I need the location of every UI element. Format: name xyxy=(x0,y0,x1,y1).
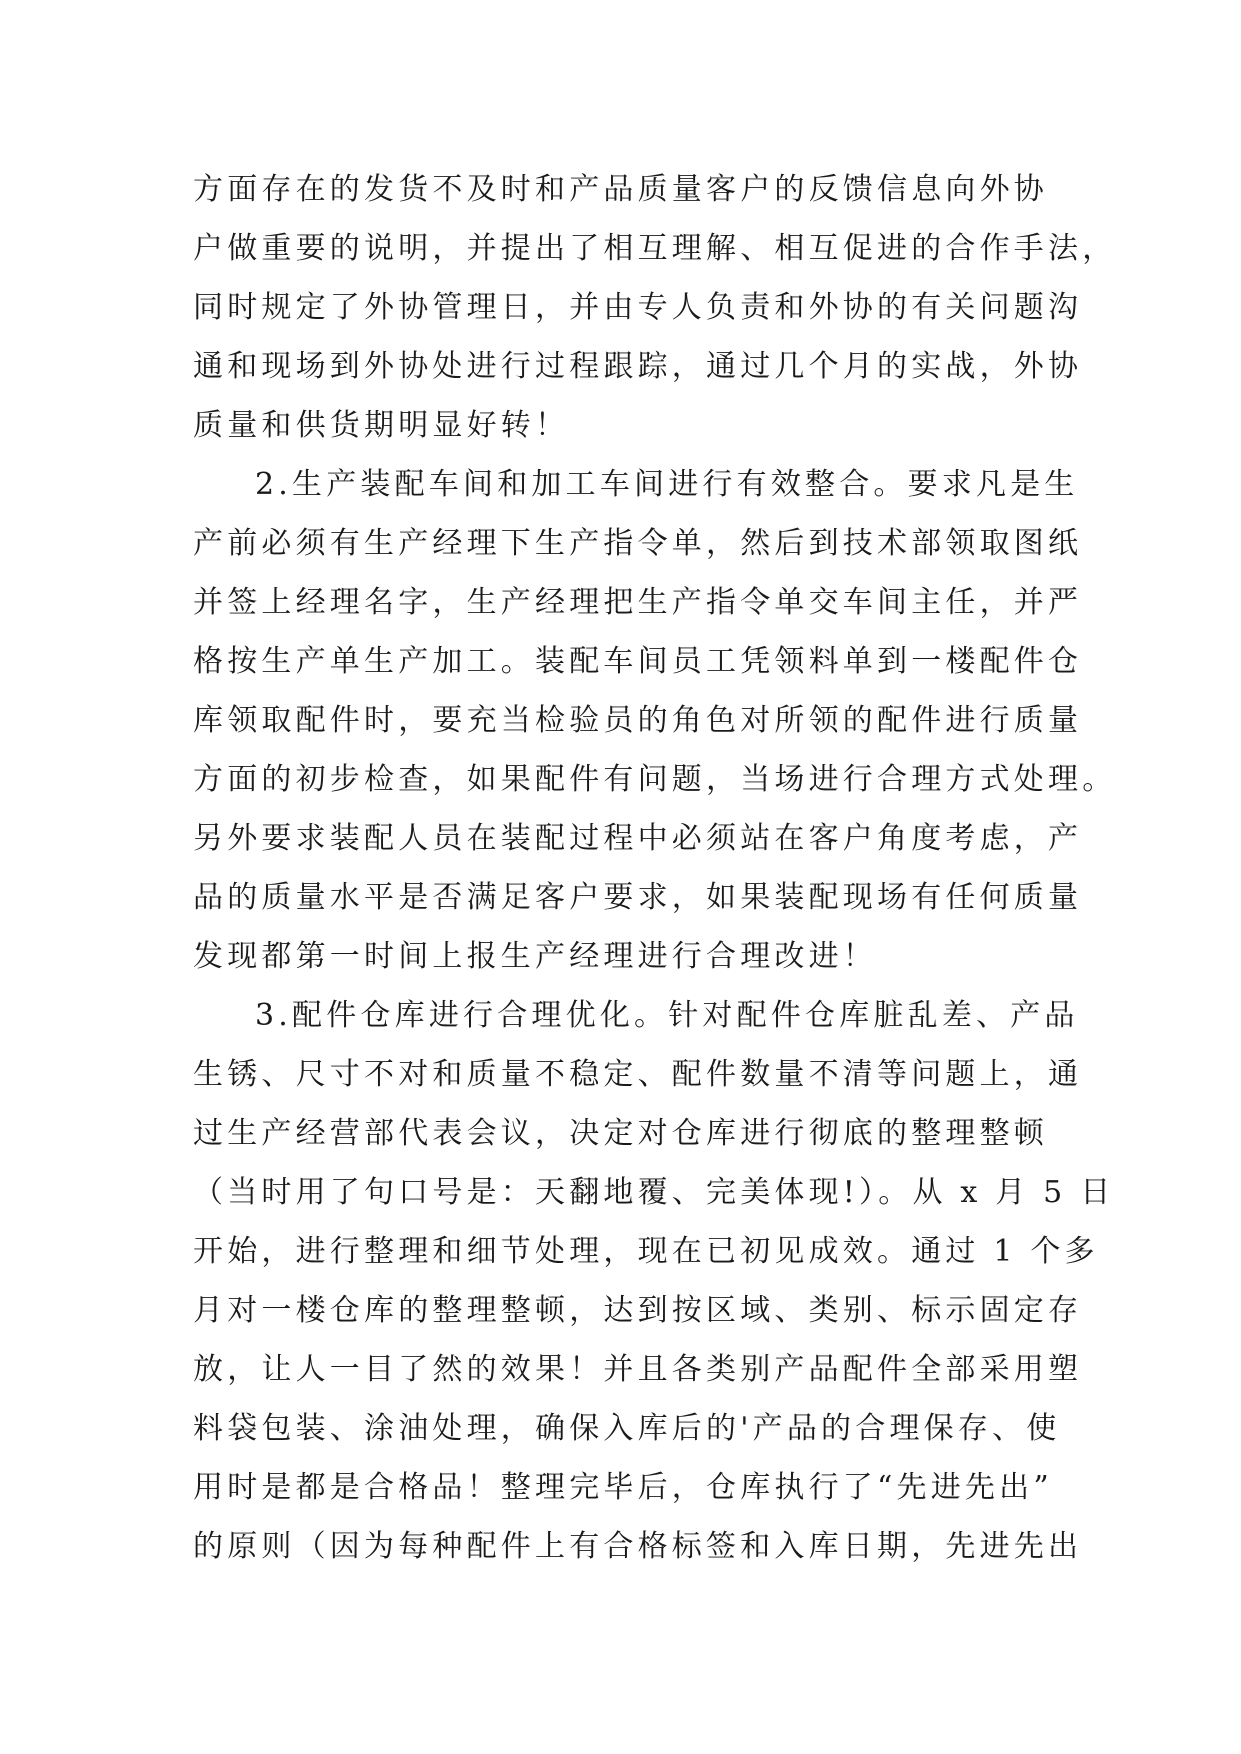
text-line: 过生产经营部代表会议，决定对仓库进行彻底的整理整顿 xyxy=(193,1116,1048,1151)
text-line: 同时规定了外协管理日，并由专人负责和外协的有关问题沟 xyxy=(193,290,1083,325)
paragraph-3-first-line: 3.配件仓库进行合理优化。针对配件仓库脏乱差、产品 xyxy=(255,998,1079,1033)
text-line: 方面的初步检查，如果配件有问题，当场进行合理方式处理。 xyxy=(193,762,1117,797)
text-line: 开始，进行整理和细节处理，现在已初见成效。通过 1 个多 xyxy=(193,1234,1099,1269)
text-line: 月对一楼仓库的整理整顿，达到按区域、类别、标示固定存 xyxy=(193,1293,1083,1328)
text-line: 库领取配件时，要充当检验员的角色对所领的配件进行质量 xyxy=(193,703,1083,738)
text-line: 方面存在的发货不及时和产品质量客户的反馈信息向外协 xyxy=(193,172,1048,207)
text-line: 放，让人一目了然的效果！并且各类别产品配件全部采用塑 xyxy=(193,1352,1083,1387)
text-line: 发现都第一时间上报生产经理进行合理改进！ xyxy=(193,939,877,974)
text-line: 用时是都是合格品！整理完毕后，仓库执行了“先进先出” xyxy=(193,1470,1053,1505)
text-line: 的原则（因为每种配件上有合格标签和入库日期，先进先出 xyxy=(193,1529,1083,1564)
text-line: 产前必须有生产经理下生产指令单，然后到技术部领取图纸 xyxy=(193,526,1083,561)
text-line: 户做重要的说明，并提出了相互理解、相互促进的合作手法， xyxy=(193,231,1117,266)
text-line: 料袋包装、涂油处理，确保入库后的'产品的合理保存、使 xyxy=(193,1411,1061,1446)
text-line: 生锈、尺寸不对和质量不稳定、配件数量不清等问题上，通 xyxy=(193,1057,1083,1092)
text-line: 格按生产单生产加工。装配车间员工凭领料单到一楼配件仓 xyxy=(193,644,1083,679)
text-line: 通和现场到外协处进行过程跟踪，通过几个月的实战，外协 xyxy=(193,349,1083,384)
text-line: 另外要求装配人员在装配过程中必须站在客户角度考虑，产 xyxy=(193,821,1083,856)
paragraph-2-first-line: 2.生产装配车间和加工车间进行有效整合。要求凡是生 xyxy=(255,467,1079,502)
text-line: 品的质量水平是否满足客户要求，如果装配现场有任何质量 xyxy=(193,880,1083,915)
text-line: 并签上经理名字，生产经理把生产指令单交车间主任，并严 xyxy=(193,585,1083,620)
text-line: 质量和供货期明显好转！ xyxy=(193,408,570,443)
body-text xyxy=(193,160,1117,1576)
text-line: （当时用了句口号是：天翻地覆、完美体现!）。从 x 月 5 日 xyxy=(193,1175,1115,1210)
